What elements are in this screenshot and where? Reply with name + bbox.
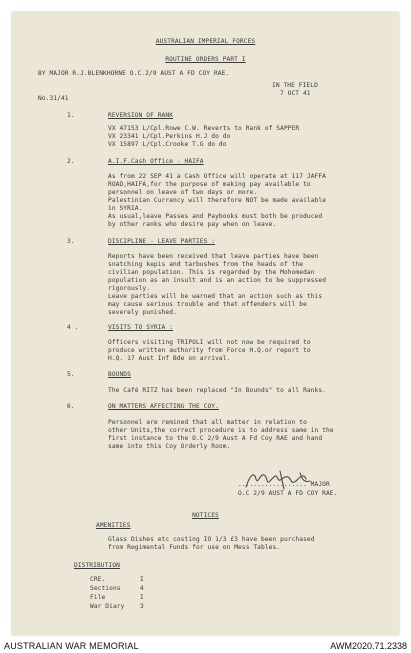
distribution-label: War Diary xyxy=(90,603,125,610)
footer-catalog-id: AWM2020.71.2338 xyxy=(330,641,407,651)
footer-bar xyxy=(0,639,411,653)
section-3-line: snatching kepis and tarbushes from the heads of the xyxy=(108,261,304,268)
distribution-label: File xyxy=(90,594,106,601)
section-3-line: population as an insult and is an action to be suppressed xyxy=(108,277,327,284)
distribution-value: 4 xyxy=(140,585,144,592)
signature-line: .................. MAJOR xyxy=(238,481,330,488)
section-1-line: VX 47153 L/Cpl.Rowe C.W. Reverts to Rank of SAPPER xyxy=(108,125,300,132)
section-6-line: Personnel are remined that all matter in relation to xyxy=(108,419,307,426)
section-5-title: BOUNDS xyxy=(108,371,131,378)
section-3-line: Reports have been received that leave parties have been xyxy=(108,253,319,260)
header-by-line: BY MAJOR R.J.BLENKHORNE O.C.2/9 AUST A FD COY RAE. xyxy=(38,70,230,77)
section-5-line: The Café RITZ has been replaced "In Bounds" to all Ranks. xyxy=(108,387,327,394)
section-2-line: personnel on leave of two days or more. xyxy=(108,189,258,196)
section-1-title: REVERSION OF RANK xyxy=(108,112,174,119)
distribution-value: I xyxy=(140,594,144,601)
header-date: 7 OCT 41 xyxy=(280,90,311,97)
section-2-line: in SYRIA. xyxy=(108,205,143,212)
notices-subheading: AMENITIES xyxy=(96,522,131,529)
notices-line: from Regimental Funds for use on Mess Tables. xyxy=(108,544,281,551)
section-2-line: As from 22 SEP 41 a Cash Office will operate at 117 JAFFA xyxy=(108,173,327,180)
section-2-line: ROAD,HAIFA,for the purpose of making pay available to xyxy=(108,181,311,188)
section-1-number: 1. xyxy=(67,112,75,119)
section-2-number: 2. xyxy=(67,158,75,165)
section-4-title: VISITS TO SYRIA : xyxy=(108,324,174,331)
section-4-line: produce written authority from Force H.Q.or report to xyxy=(108,347,311,354)
distribution-value: I xyxy=(140,576,144,583)
section-1-line: VX 23341 L/Cpl.Perkins H.J do do xyxy=(108,133,231,140)
distribution-heading: DISTRIBUTION xyxy=(74,562,120,569)
section-5-number: 5. xyxy=(67,371,75,378)
section-4-line: Officers visiting TRIPOLI will not now be required to xyxy=(108,339,311,346)
distribution-label: CRE. xyxy=(90,576,106,583)
section-2-line: As usual,leave Passes and Paybooks must both be produced xyxy=(108,213,323,220)
distribution-label: Sections xyxy=(90,585,121,592)
section-4-line: H.Q. 17 Aust Inf Bde on arrival. xyxy=(108,355,231,362)
header-place: IN THE FIELD xyxy=(272,82,318,89)
section-6-line: first instance to the O.C 2/9 Aust A Fd Coy RAE and hand xyxy=(108,435,323,442)
footer-source: AUSTRALIAN WAR MEMORIAL xyxy=(4,641,139,651)
section-3-line: may cause serious trouble and that offenders will be xyxy=(108,301,307,308)
header-line2: ROUTINE ORDERS PART I xyxy=(165,56,246,63)
section-2-line: by other ranks who desire pay when on leave. xyxy=(108,221,277,228)
section-2-title: A.I.F.Cash Office - HAIFA xyxy=(108,158,204,165)
distribution-value: 3 xyxy=(140,603,144,610)
signature-title: O.C 2/9 AUST A FD COY RAE. xyxy=(238,490,338,497)
notices-line: Glass Dishes etc costing IO 1/3 £3 have been purchased xyxy=(108,536,315,543)
section-6-line: same into this Coy Orderly Room. xyxy=(108,443,231,450)
notices-heading: NOTICES xyxy=(192,512,219,519)
section-1-line: VX 15897 L/Cpl.Crooke T.G do do xyxy=(108,141,227,148)
order-number: No.31/41 xyxy=(38,95,69,102)
section-6-line: other Units,the correct procedure is to address same in the xyxy=(108,427,334,434)
section-3-line: civilian population. This is regarded by the Mohomedan xyxy=(108,269,315,276)
header-line1: AUSTRALIAN IMPERIAL FORCES xyxy=(155,38,256,45)
section-3-line: Leave parties will be warned that an action such as this xyxy=(108,293,323,300)
section-3-line: severely punished. xyxy=(108,309,177,316)
section-3-number: 3. xyxy=(67,238,75,245)
section-3-line: rigorously. xyxy=(108,285,151,292)
section-2-line: Palestinian Currency will therefore NOT be made available xyxy=(108,197,327,204)
section-6-number: 6. xyxy=(67,403,75,410)
section-3-title: DISCIPLINE - LEAVE PARTIES : xyxy=(108,238,216,245)
section-6-title: ON MATTERS AFFECTING THE COY. xyxy=(108,403,219,410)
section-4-number: 4 . xyxy=(67,324,79,331)
